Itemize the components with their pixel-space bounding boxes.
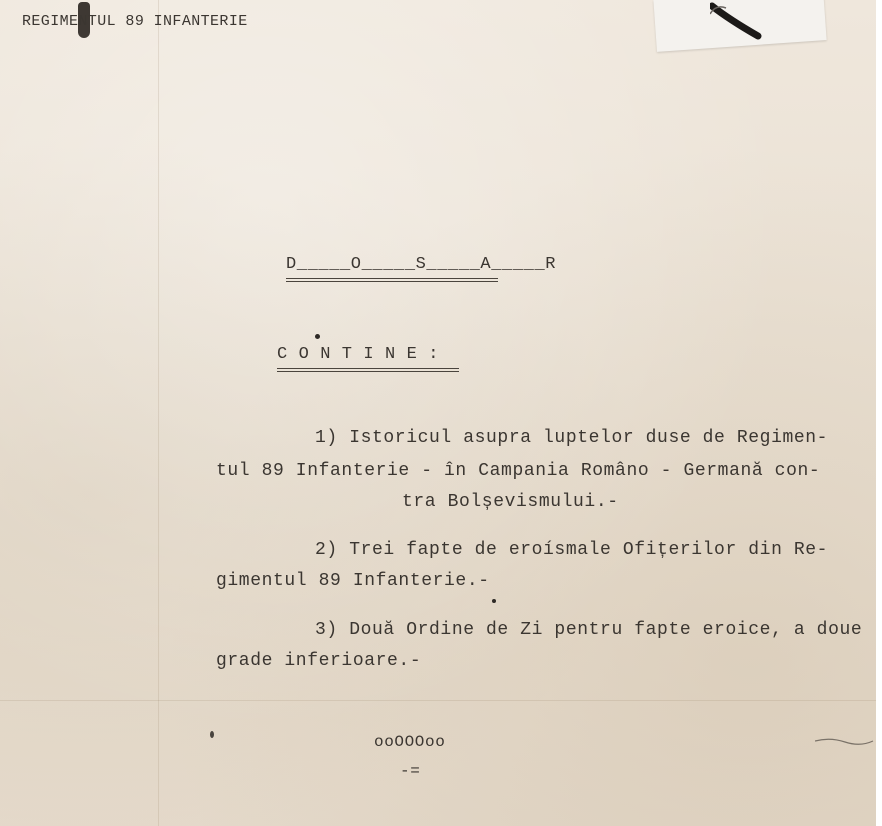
- item-1-line-3: tra Bolșevismului.-: [402, 492, 619, 512]
- document-title: D_____O_____S_____A_____R: [286, 255, 557, 274]
- item-1-line-2: tul 89 Infanterie - în Campania Româno - Germană con-: [216, 461, 821, 481]
- paper-fold-horizontal: [0, 700, 882, 701]
- item-2-line-1: 2) Trei fapte de eroísmale Ofițerilor din Re-: [315, 540, 829, 560]
- regiment-header: REGIMENTUL 89 INFANTERIE: [22, 13, 248, 30]
- pencil-scribble-mark: [815, 735, 875, 749]
- paper-fold-vertical: [158, 0, 159, 826]
- ink-speck-margin: [210, 731, 214, 738]
- contents-underline-bottom: [277, 371, 459, 372]
- end-mark: -=: [400, 762, 421, 780]
- contents-underline-top: [277, 368, 459, 369]
- title-double-underline-bottom: [286, 281, 498, 282]
- ink-stroke-mark: [710, 0, 770, 40]
- item-3-line-2: grade inferioare.-: [216, 651, 422, 671]
- title-double-underline-top: [286, 278, 498, 279]
- ink-speck: [492, 599, 496, 603]
- item-2-line-2: gimentul 89 Infanterie.-: [216, 571, 490, 591]
- item-1-line-1: 1) Istoricul asupra luptelor duse de Regimen-: [315, 428, 829, 448]
- ink-dot: [315, 334, 320, 339]
- ornament-separator: ooOOOoo: [374, 733, 446, 751]
- contents-heading: C O N T I N E :: [277, 345, 440, 364]
- scan-border-right: [876, 0, 882, 826]
- item-3-line-1: 3) Două Ordine de Zi pentru fapte eroice, a doue: [315, 620, 863, 640]
